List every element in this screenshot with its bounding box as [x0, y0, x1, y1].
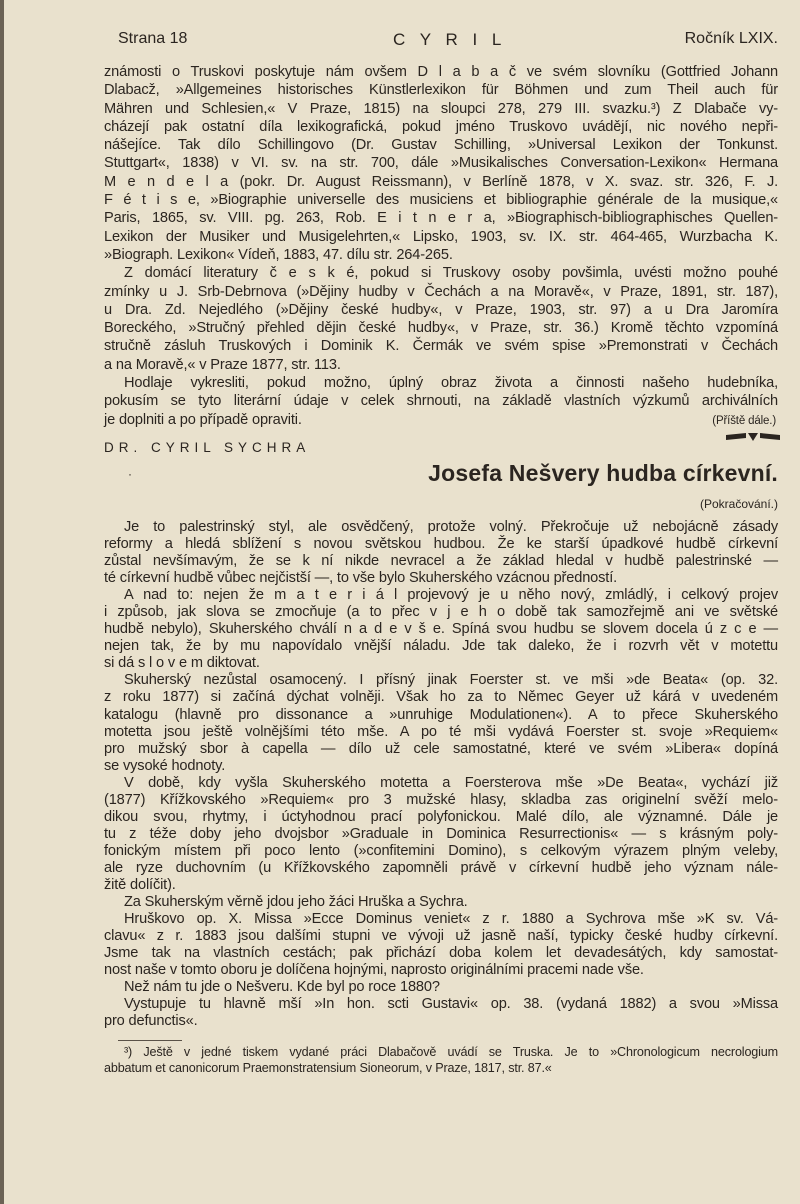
paragraph: [104, 374, 778, 429]
text-line: je doplniti a po případě opraviti. (Příště dále.): [104, 411, 778, 429]
paragraph: [104, 979, 778, 996]
footnote-line: ³) Ještě v jedné tiskem vydané práci Dlabačově uvádí se Truska. Je to »Chronologicum necrologium: [124, 1045, 778, 1059]
paragraph: [104, 63, 778, 264]
text-line: pro mužský sbor à capella — dílo už cele samostatné, které ve svém »Libera« dopíná: [104, 740, 778, 757]
article-body: [104, 519, 778, 1030]
previous-article-text: [104, 63, 778, 429]
text-line: žitě dolíčit).: [104, 876, 176, 893]
text-line: Jsme tak na vlastních cestách; pak přichází doba kolem let devadesátých, kdy samostat-: [104, 945, 778, 962]
text-line: tu z téže doby jeho dvojsbor »Graduale in Dominica Resurrectionis« — s krásným poly-: [104, 825, 778, 842]
text-line: reformy a hledá sblížení s novou světskou hudbou. Že ke starší úpadkové hudbě církevní: [104, 536, 778, 553]
running-header: [118, 30, 778, 52]
paragraph: [104, 775, 778, 894]
footnote-rule: [118, 1040, 182, 1041]
text-line: V době, kdy vyšla Skuherského motetta a Foersterova mše »De Beata«, vychází již: [124, 774, 778, 791]
text-line: z roku 1877) si začíná dýchat volněji. Však ho za to Němec Geyer už kárá v uvedeném: [104, 689, 778, 706]
to-be-continued-note: (Příště dále.): [712, 414, 776, 427]
text-line: clavu« z r. 1883 jsou dalšími stupni ve vývoji už jasně naší, typicky české hudby církevní.: [104, 928, 778, 945]
bullet-mark: ·: [128, 467, 132, 481]
text-line: M e n d e l a (pokr. Dr. August Reissmann), v Berlíně 1878, v X. svaz. str. 326, F. J.: [104, 173, 778, 190]
text-line: motetta jsou ještě volnějšími této mše. A po té mši vydává Foerster st. svoje »Requiem«: [104, 723, 778, 740]
text-line: nášejíce. Tak dílo Schillingovo (Dr. Gustav Schilling, »Universal Lexikon der Tonkunst.: [104, 137, 778, 154]
text-line: zmínky u J. Srb-Debrnova (»Dějiny hudby v Čechách a na Moravě«, v Praze, 1891, str. 187),: [104, 283, 778, 300]
text-line: zůstal nevšímavým, že se k ní nikde nevracel a že základ hledal v hudbě palestrinské —: [104, 553, 778, 570]
continuation-note: (Pokračování.): [699, 497, 778, 511]
text-line: u Dra. Zd. Nejedlého (»Dějiny české hudby«, v Praze, 1903, str. 97) a u Dra Jaromíra: [104, 301, 778, 318]
text-line: Než nám tu jde o Nešveru. Kde byl po roce 1880?: [124, 979, 440, 996]
text-line: F é t i s e, »Biographie universelle des musiciens et bibliographie générale de la musique,«: [104, 192, 778, 209]
footnote-line: abbatum et canonicorum Praemonstratensium Sioneorum, v Praze, 1817, str. 87.«: [104, 1061, 552, 1075]
text-line: A nad to: nejen že m a t e r i á l projevový je u něho nový, zmládlý, i celkový projev: [124, 587, 778, 604]
article-title: Josefa Nešvery hudba církevní.: [428, 460, 778, 486]
footnote: [104, 1044, 778, 1076]
text-line: dikou svou, rhytmy, i úctyhodnou prací polyfonickou. Malé dílo, ale významné. Dále je: [104, 808, 778, 825]
text-line: Dlabacž, »Allgemeines historisches Künstlerlexikon für Böhmen und zum Theil auch für: [104, 82, 778, 99]
text-line: (1877) Křížkovského »Requiem« pro 3 mužské hlasy, skladba zas originelní svěží melo-: [104, 791, 778, 808]
text-line: Za Skuherským věrně jdou jeho žáci Hruška a Sychra.: [124, 894, 468, 911]
paragraph: [104, 996, 778, 1030]
text-line: Skuherský nezůstal osamocený. I přísný jinak Foerster st. ve mši »de Beata« (op. 32.: [124, 672, 778, 689]
text-line: Lexikon der Musiker und Musigelehrten,« Lipsko, 1903, sv. IX. str. 464-465, Wurzbacha K.: [104, 228, 778, 245]
text-line: Stuttgart«, 1838) v VI. sv. na str. 700, dále »Musikalisches Conversation-Lexikon« Hermana: [104, 155, 778, 172]
volume-number: Ročník LXIX.: [684, 30, 778, 47]
text-line: ale ryze duchovním (u Křížkovského zapomněli právě v církevní hudbě jeho význam nále-: [104, 859, 778, 876]
text-line: i způsob, jak slova se zmocňuje (a to přec v j e h o době tak samozřejmě ani ve světské: [104, 604, 778, 621]
text-line: známosti o Truskovi poskytuje nám ovšem D l a b a č ve svém slovníku (Gottfried Johann: [104, 64, 778, 80]
paragraph: [104, 519, 778, 587]
text-line: Paris, 1865, sv. VIII. pg. 263, Rob. E i t n e r a, »Biographisch-bibliographisches Quellen-: [104, 210, 778, 227]
paragraph: [104, 672, 778, 774]
text-line: cházejí pak ostatní díla lexikografická, pokud jméno Truskovo uvádějí, nic nového nepři-: [104, 118, 778, 135]
text-line: té církevní hudbě vůbec nejčistší —, to vše bylo Skuherského vzácnou předností.: [104, 570, 617, 587]
article-author: DR. CYRIL SYCHRA: [104, 440, 311, 455]
text-line: »Biograph. Lexikon« Vídeň, 1883, 47. dílu str. 264-265.: [104, 246, 453, 263]
page-number: Strana 18: [118, 30, 188, 47]
paragraph: [104, 894, 778, 911]
text-line: nejen tak, že by mu napovídalo vnější náladu. Jde tak daleko, že i rozvrh vět v motettu: [104, 638, 778, 655]
text-line: stručně zásluh Truskových i Dominik K. Čermák ve svém spise »Premonstrati v Čechách: [104, 338, 778, 355]
text-line: Z domácí literatury č e s k é, pokud si Truskovy osoby povšimla, uvésti možno pouhé: [124, 265, 778, 282]
text-line: hudbě nebylo), Skuherského chválí n a d e v š e. Spíná svou hudbu se slovem docela ú z c e —: [104, 621, 778, 638]
text-line: Je to palestrinský styl, ale osvědčený, protože volný. Překročuje už nebojácně zásady: [124, 519, 778, 535]
text-line: Boreckého, »Stručný přehled dějin české hudby«, v Praze, str. 36.) Kromě těchto vzpomíná: [104, 320, 778, 337]
text-line: a na Moravě,« v Praze 1877, str. 113.: [104, 356, 341, 373]
text-line: Hruškovo op. X. Missa »Ecce Dominus veniet« z r. 1880 a Sychrova mše »K sv. Vá-: [124, 911, 778, 928]
text-line: Vystupuje tu hlavně mší »In hon. scti Gustavi« op. 38. (vydaná 1882) a svou »Missa: [124, 996, 778, 1013]
journal-name: C Y R I L: [393, 30, 507, 49]
text-line: pokusím se tyto literární údaje v celek shrnouti, na základě vlastních výzkumů archiválních: [104, 393, 778, 410]
paragraph: [104, 264, 778, 374]
text-line: Hodlaje vykresliti, pokud možno, úplný obraz života a činnosti našeho hudebníka,: [124, 375, 778, 392]
page-edge: [0, 0, 4, 1204]
text-line: se vysoké hodnoty.: [104, 757, 226, 774]
paragraph: [104, 911, 778, 979]
text-line: Mähren und Schlesien,« V Praze, 1815) na sloupci 278, 279 III. svazku.³) Z Dlabače vy-: [104, 100, 778, 117]
text-line: fonickým místem při poco lento (»confitemini Domino), s celkovým výrazem plným veleby,: [104, 842, 778, 859]
ornament-divider-icon: [726, 432, 780, 442]
text-line: pro defunctis«.: [104, 1013, 198, 1030]
paragraph: [104, 587, 778, 672]
text-line: si dá s l o v e m diktovat.: [104, 655, 260, 672]
text-line: nost naše v tomto oboru je dolíčena hojnými, naprosto originálními pracemi nade vše.: [104, 962, 644, 979]
text-line: katalogu (hlavně pro dissonance a »unruhige Modulationen«). A to přece Skuherského: [104, 706, 778, 723]
